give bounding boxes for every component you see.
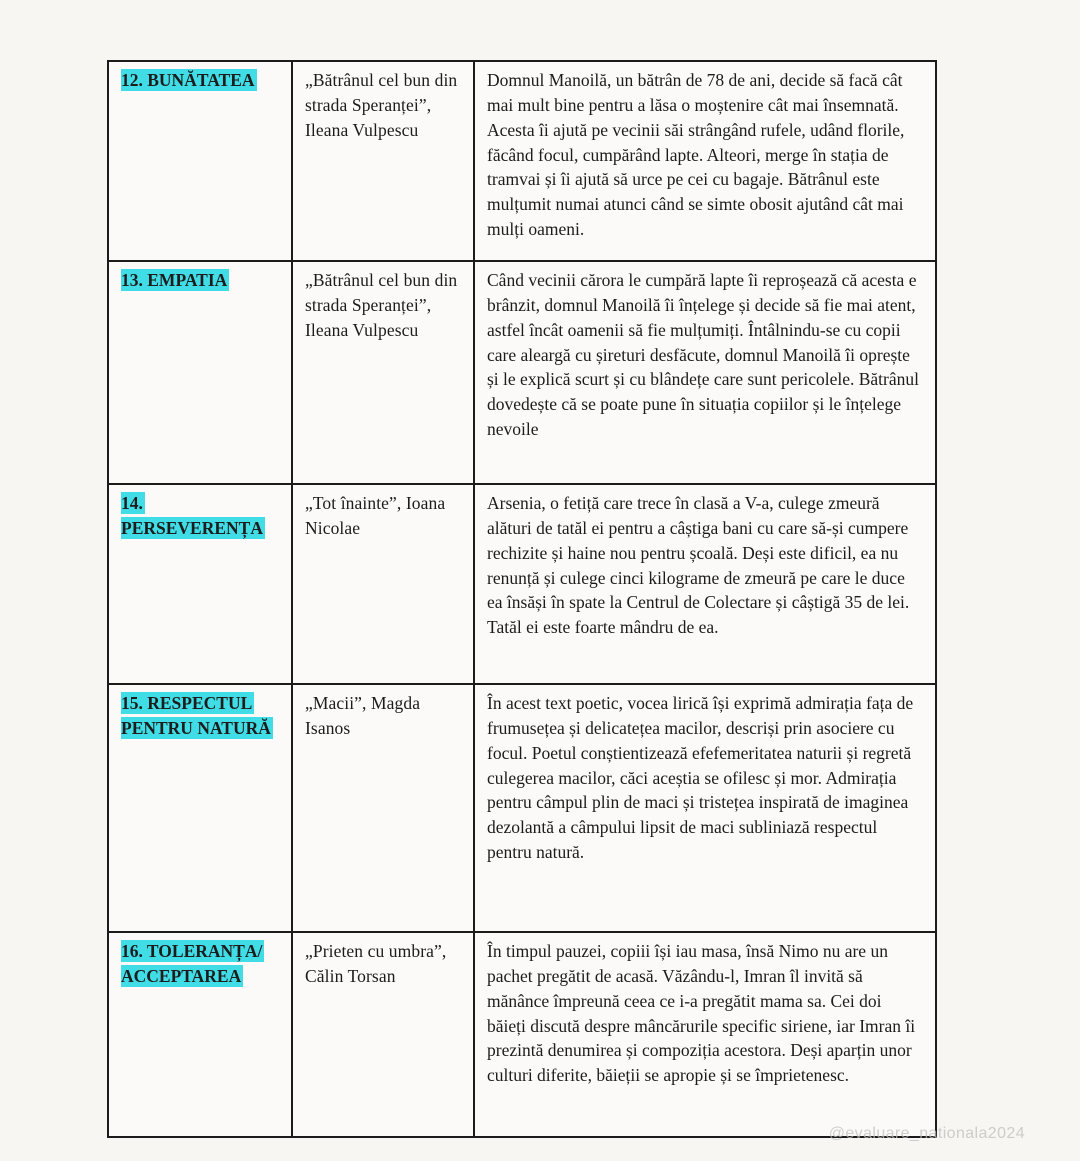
value-cell [108, 484, 292, 684]
value-cell [108, 261, 292, 484]
summary-cell: În acest text poetic, vocea lirică își exprimă admirația fața de frumusețea și delicatețea macilor, descriși prin asociere cu focul. Poetul conștientizează efefemeritatea naturii și regretă culegerea macilor, căci aceștia se ofilesc și mor. Admirația pentru câmpul plin de maci și tristețea inspirată de imaginea dezolantă a câmpului lipsit de maci subliniază respectul pentru natură. [474, 684, 936, 932]
table-row [108, 61, 936, 261]
values-table [107, 60, 937, 1138]
table-row [108, 484, 936, 684]
highlighted-value-label: 13. EMPATIA [121, 270, 228, 290]
summary-cell: Când vecinii cărora le cumpără lapte îi reproșează că acesta e brânzit, domnul Manoilă îi înțelege și decide să fie mai atent, astfel încât oamenii să fie mulțumiți. Întâlnindu-se cu copii care aleargă cu șireturi desfăcute, domnul Manoilă îi oprește și le explică scurt și cu blândețe care sunt pericolele. Bătrânul dovedește că se poate pune în situația copiilor și le înțelege nevoile [474, 261, 936, 484]
source-cell: „Bătrânul cel bun din strada Speranței”, Ileana Vulpescu [292, 61, 474, 261]
value-cell [108, 932, 292, 1137]
source-cell: „Prieten cu umbra”, Călin Torsan [292, 932, 474, 1137]
highlighted-value-label: 14. PERSEVERENȚA [121, 493, 263, 538]
source-cell: „Tot înainte”, Ioana Nicolae [292, 484, 474, 684]
table-row [108, 932, 936, 1137]
watermark: @evaluare_nationala2024 [828, 1125, 1025, 1142]
summary-cell: În timpul pauzei, copiii își iau masa, însă Nimo nu are un pachet pregătit de acasă. Văzându-l, Imran îl invită să mănânce împreună ceea ce i-a pregătit mama sa. Cei doi băieți discută despre mâncărurile specific siriene, iar Imran îi prezintă denumirea și compoziția acestora. Deși aparțin unor culturi diferite, băieții se apropie și se împrietenesc. [474, 932, 936, 1137]
source-cell: „Bătrânul cel bun din strada Speranței”, Ileana Vulpescu [292, 261, 474, 484]
table-row [108, 261, 936, 484]
value-cell [108, 684, 292, 932]
source-cell: „Macii”, Magda Isanos [292, 684, 474, 932]
highlighted-value-label: 12. BUNĂTATEA [121, 70, 255, 90]
value-cell [108, 61, 292, 261]
highlighted-value-label: 16. TOLERANȚA/ ACCEPTAREA [121, 941, 263, 986]
summary-cell: Domnul Manoilă, un bătrân de 78 de ani, decide să facă cât mai mult bine pentru a lăsa o moștenire cât mai însemnată. Acesta îi ajută pe vecinii săi strângând rufele, udând florile, făcând focul, cumpărând lapte. Alteori, merge în stația de tramvai și îi ajută să urce pe cei cu bagaje. Bătrânul este mulțumit numai atunci când se simte obosit ajutând cât mai mulți oameni. [474, 61, 936, 261]
summary-cell: Arsenia, o fetiță care trece în clasă a V-a, culege zmeură alături de tatăl ei pentru a câștiga bani cu care să-și cumpere rechizite și haine nou pentru școală. Deși este dificil, ea nu renunță și culege cinci kilograme de zmeură pe care le duce ea însăși în spate la Centrul de Colectare și câștigă 35 de lei. Tatăl ei este foarte mândru de ea. [474, 484, 936, 684]
highlighted-value-label: 15. RESPECTUL PENTRU NATURĂ [121, 693, 271, 738]
table-row [108, 684, 936, 932]
